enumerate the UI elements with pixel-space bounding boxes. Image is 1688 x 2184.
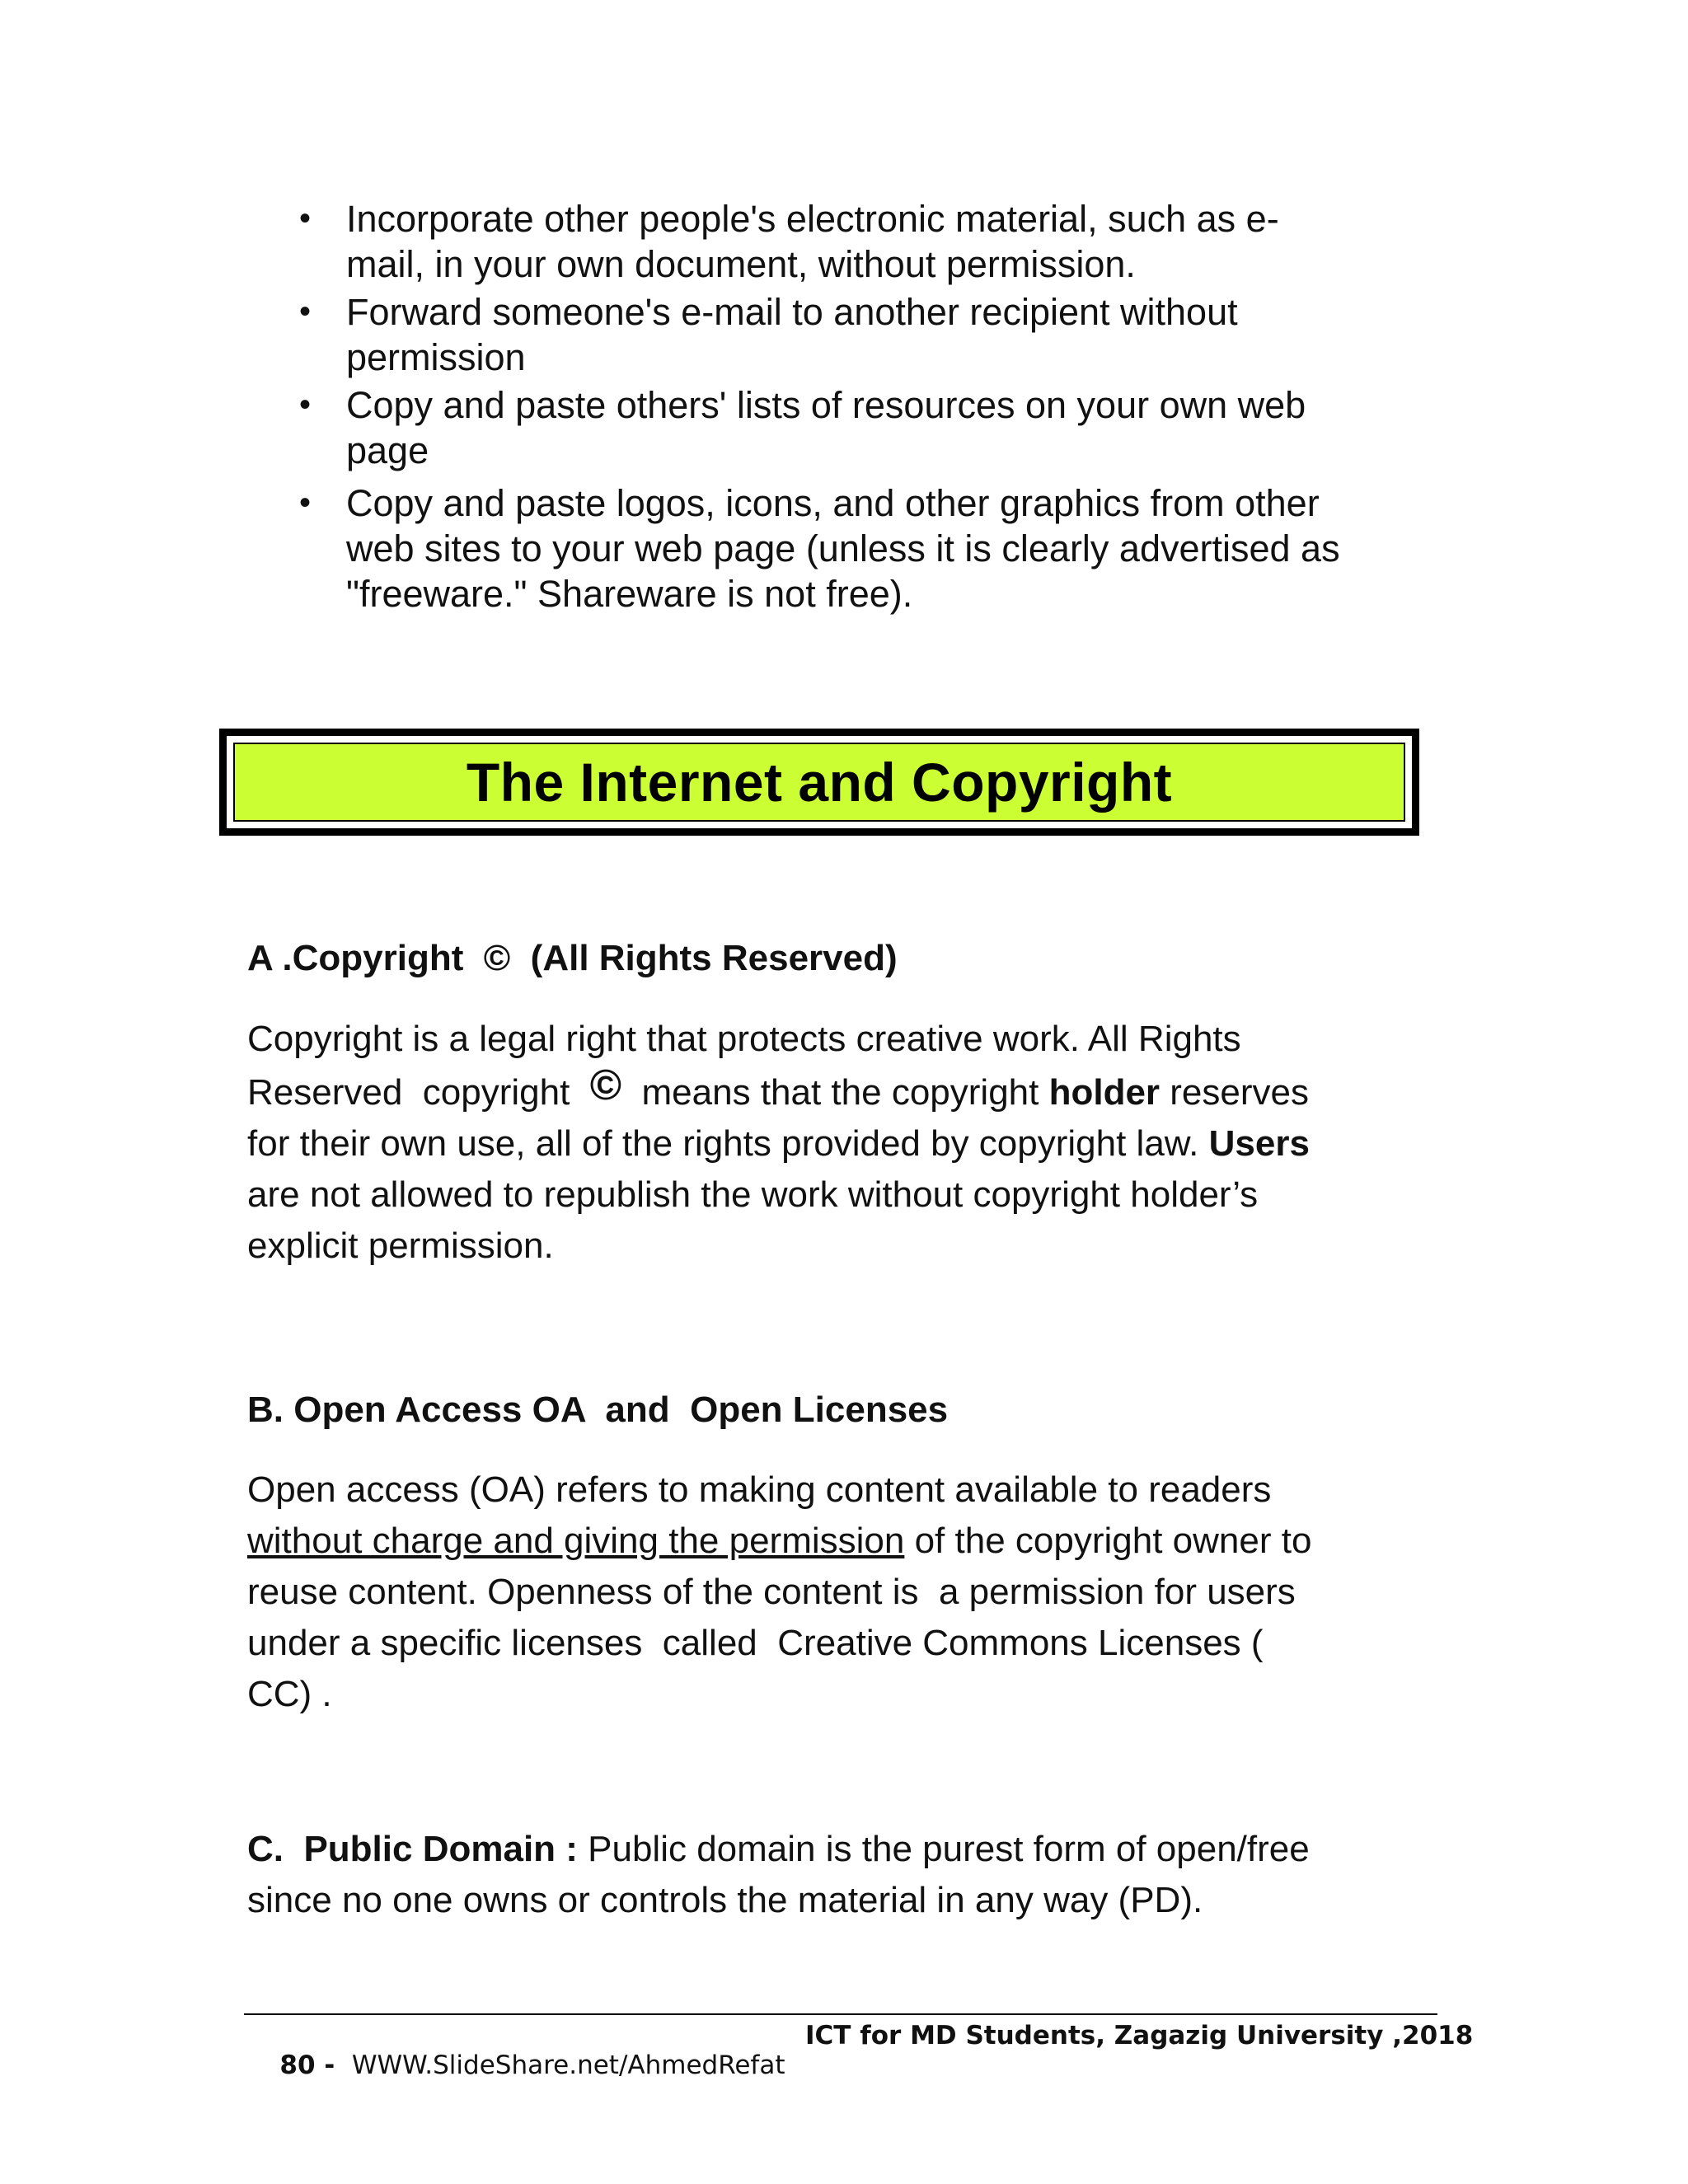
paragraph-line: explicit permission. xyxy=(247,1226,554,1266)
paragraph-line: are not allowed to republish the work without copyright holder’s xyxy=(247,1174,1259,1215)
text-run: Public domain is the purest form of open/free xyxy=(577,1829,1310,1869)
section-c-heading: C. Public Domain : xyxy=(247,1829,578,1869)
bullet-icon: • xyxy=(299,200,312,237)
section-b-heading: B. Open Access OA and Open Licenses xyxy=(247,1390,949,1430)
list-item-line: web sites to your web page (unless it is clearly advertised as xyxy=(346,527,1340,569)
list-item xyxy=(299,480,1420,616)
section-b-paragraph xyxy=(247,1465,1418,1720)
bullet-icon: • xyxy=(299,485,312,521)
section-title-box xyxy=(219,729,1419,836)
list-item xyxy=(299,382,1420,473)
bullet-list xyxy=(299,196,1420,616)
list-item-line: Forward someone's e-mail to another recipient without xyxy=(346,291,1238,333)
list-item xyxy=(299,196,1420,287)
paragraph-line xyxy=(247,1118,1418,1169)
list-item-line: mail, in your own document, without permission. xyxy=(346,243,1136,285)
copyright-symbol: © xyxy=(589,1062,622,1109)
text-run: of the copyright owner to xyxy=(904,1521,1312,1561)
section-a-heading: A .Copyright © (All Rights Reserved) xyxy=(247,938,898,978)
footer-divider xyxy=(244,2013,1437,2015)
list-item-line: permission xyxy=(346,336,526,378)
paragraph-line: Open access (OA) refers to making content available to readers xyxy=(247,1469,1272,1510)
paragraph-line: under a specific licenses called Creative Commons Licenses ( xyxy=(247,1623,1264,1663)
list-item-line: Copy and paste others' lists of resources on your own web xyxy=(346,384,1306,426)
paragraph-line xyxy=(247,1516,1418,1567)
section-title: The Internet and Copyright xyxy=(466,752,1173,813)
text-run: reserves xyxy=(1160,1072,1309,1113)
list-item-line: page xyxy=(346,429,429,471)
footer-course: ICT for MD Students, Zagazig University ,2018 xyxy=(805,2021,1474,2050)
paragraph-line: CC) . xyxy=(247,1674,332,1714)
section-a-paragraph xyxy=(247,1014,1418,1272)
text-run: means that the copyright xyxy=(621,1072,1049,1113)
underlined-text: without charge and giving the permission xyxy=(247,1521,905,1561)
paragraph-line xyxy=(247,1824,1418,1875)
paragraph-line: since no one owns or controls the material in any way (PD). xyxy=(247,1880,1203,1920)
paragraph-line: reuse content. Openness of the content is a permission for users xyxy=(247,1572,1296,1612)
paragraph-line xyxy=(247,1062,1418,1118)
page-number: 80 - xyxy=(279,2050,345,2080)
list-item-line: "freeware." Shareware is not free). xyxy=(346,573,913,615)
footer-source: WWW.SlideShare.net/AhmedRefat xyxy=(344,2050,785,2080)
page-footer xyxy=(247,2021,1474,2139)
bullet-icon: • xyxy=(299,293,312,330)
section-c-paragraph xyxy=(247,1824,1418,1926)
bold-text: holder xyxy=(1048,1072,1160,1113)
text-run: for their own use, all of the rights provided by copyright law. xyxy=(247,1123,1209,1164)
bold-text: Users xyxy=(1208,1123,1310,1164)
text-run: Reserved copyright xyxy=(247,1072,590,1113)
list-item-line: Incorporate other people's electronic material, such as e- xyxy=(346,198,1279,240)
paragraph-line: Copyright is a legal right that protects creative work. All Rights xyxy=(247,1019,1241,1059)
list-item xyxy=(299,289,1420,380)
list-item-line: Copy and paste logos, icons, and other graphics from other xyxy=(346,482,1320,524)
section-title-inner xyxy=(233,743,1405,822)
bullet-icon: • xyxy=(299,387,312,423)
